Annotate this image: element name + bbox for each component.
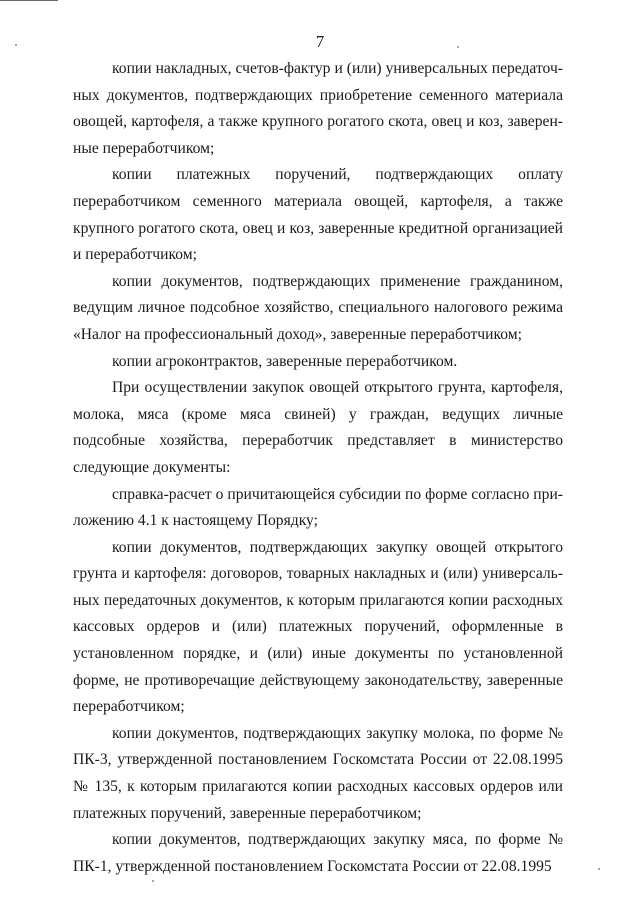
paragraph: копии документов, подтверждающих закупку молока, по форме № ПК-3, утвержденной постановлением Госкомстата России от 22.08.1995 № 135, к которым прилагаются копии расходных кассовых ордеров или платежных поручений, заверенные переработчиком; (73, 724, 563, 822)
page-number: 7 (315, 32, 325, 51)
document-body (73, 56, 563, 880)
paragraph: копии документов, подтверждающих закупку овощей открытого грунта и картофеля: договоров, товарных накладных и (или) универсальных передаточных документов, к которым прилагаются копии расходных кассовых ордеров и (или) платежных поручений, оформленные в установленном порядке, и (или) иные документы по установленной форме, не противоречащие действующему законодательству, заверенные переработчиком; (73, 538, 563, 716)
paragraph: копии агроконтрактов, заверенные переработчиком. (112, 352, 458, 370)
paragraph: копии документов, подтверждающих применение гражданином, ведущим личное подсобное хозяйство, специального налогового режима «Налог на профессиональный доход», заверенные переработчиком; (73, 272, 563, 343)
paragraph: При осуществлении закупок овощей открытого грунта, картофеля, молока, мяса (кроме мяса свиней) у граждан, ведущих личные подсобные хозяйства, переработчик представляет в министерство следующие документы: (73, 379, 563, 476)
scan-speck (598, 868, 600, 870)
paragraph: копии документов, подтверждающих закупку мяса, по форме № ПК-1, утвержденной постановлением Госкомстата России от 22.08.1995 (73, 831, 563, 875)
paragraph: копии платежных поручений, подтверждающих оплату переработчиком семенного материала овощей, картофеля, а также крупного рогатого скота, овец и коз, заверенные кредитной организацией и переработчиком; (73, 166, 563, 264)
paragraph: справка-расчет о причитающейся субсидии по форме согласно приложению 4.1 к настоящему Порядку; (73, 485, 563, 530)
paragraph: копии накладных, счетов-фактур и (или) универсальных передаточных документов, подтверждающих приобретение семенного материала овощей, картофеля, а также крупного рогатого скота, овец и коз, заверенные переработчиком; (73, 60, 563, 157)
scan-edge-line (0, 0, 58, 1)
